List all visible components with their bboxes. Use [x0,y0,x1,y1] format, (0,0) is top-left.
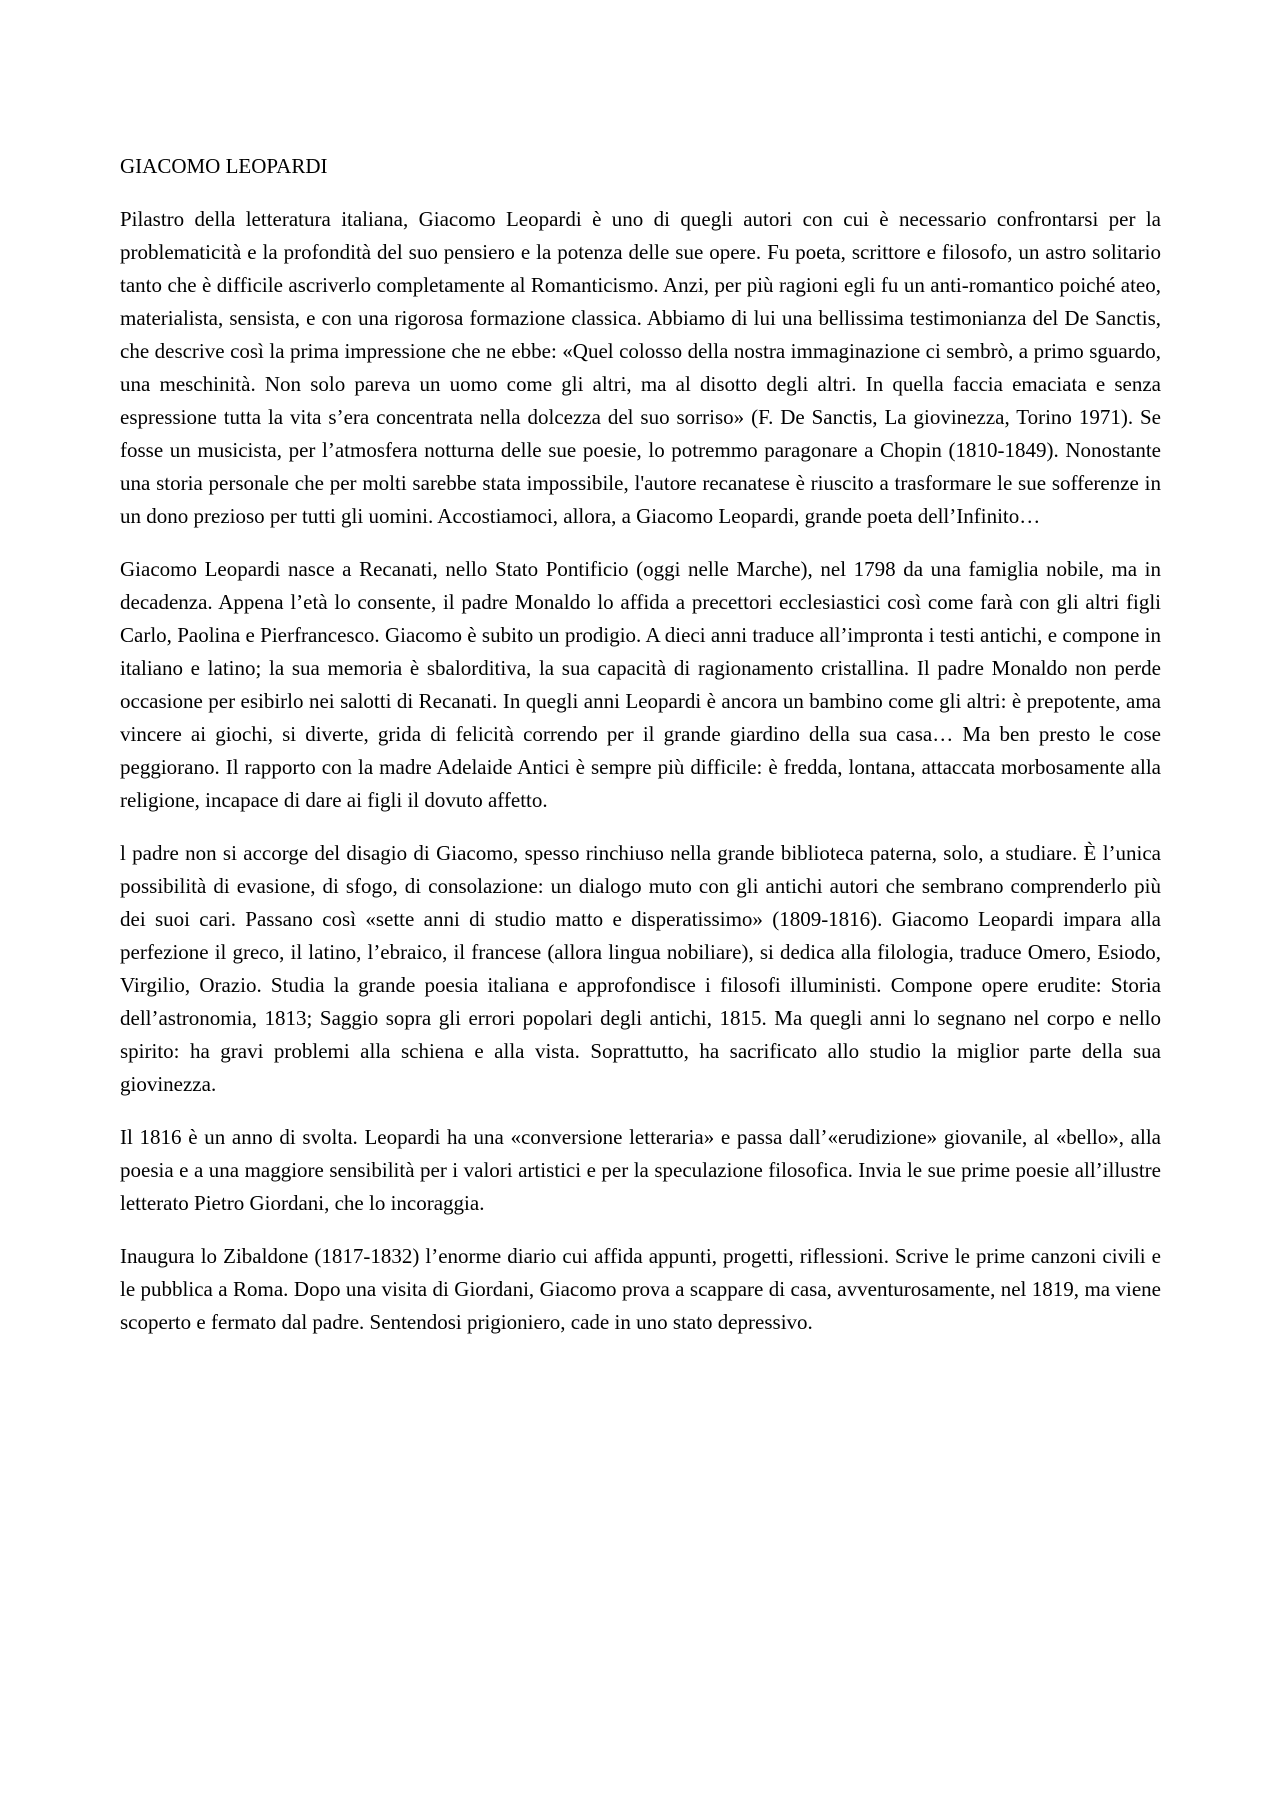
document-body [120,150,1161,1359]
paragraph-introduction: Pilastro della letteratura italiana, Giacomo Leopardi è uno di quegli autori con cui è necessario confrontarsi per la problematicità e la profondità del suo pensiero e la potenza delle sue opere. Fu poeta, scrittore e filosofo, un astro solitario tanto che è difficile ascriverlo completamente al Romanticismo. Anzi, per più ragioni egli fu un anti-romantico poiché ateo, materialista, sensista, e con una rigorosa formazione classica. Abbiamo di lui una bellissima testimonianza del De Sanctis, che descrive così la prima impressione che ne ebbe: «Quel colosso della nostra immaginazione ci sembrò, a primo sguardo, una meschinità. Non solo pareva un uomo come gli altri, ma al disotto degli altri. In quella faccia emaciata e senza espressione tutta la vita s’era concentrata nella dolcezza del suo sorriso» (F. De Sanctis, La giovinezza, Torino 1971). Se fosse un musicista, per l’atmosfera notturna delle sue poesie, lo potremmo paragonare a Chopin (1810-1849). Nonostante una storia personale che per molti sarebbe stata impossibile, l'autore recanatese è riuscito a trasformare le sue sofferenze in un dono prezioso per tutti gli uomini. Accostiamoci, allora, a Giacomo Leopardi, grande poeta dell’Infinito… [120,207,1161,528]
paragraph-turning-point: Il 1816 è un anno di svolta. Leopardi ha una «conversione letteraria» e passa dall’«erudizione» giovanile, al «bello», alla poesia e a una maggiore sensibilità per i valori artistici e per la speculazione filosofica. Invia le sue prime poesie all’illustre letterato Pietro Giordani, che lo incoraggia. [120,1125,1161,1215]
paragraph-zibaldone: Inaugura lo Zibaldone (1817-1832) l’enorme diario cui affida appunti, progetti, riflessioni. Scrive le prime canzoni civili e le pubblica a Roma. Dopo una visita di Giordani, Giacomo prova a scappare di casa, avventurosamente, nel 1819, ma viene scoperto e fermato dal padre. Sentendosi prigioniero, cade in uno stato depressivo. [120,1244,1161,1334]
paragraph-studies: l padre non si accorge del disagio di Giacomo, spesso rinchiuso nella grande biblioteca paterna, solo, a studiare. È l’unica possibilità di evasione, di sfogo, di consolazione: un dialogo muto con gli antichi autori che sembrano comprenderlo più dei suoi cari. Passano così «sette anni di studio matto e disperatissimo» (1809-1816). Giacomo Leopardi impara alla perfezione il greco, il latino, l’ebraico, il francese (allora lingua nobiliare), si dedica alla filologia, traduce Omero, Esiodo, Virgilio, Orazio. Studia la grande poesia italiana e approfondisce i filosofi illuministi. Compone opere erudite: Storia dell’astronomia, 1813; Saggio sopra gli errori popolari degli antichi, 1815. Ma quegli anni lo segnano nel corpo e nello spirito: ha gravi problemi alla schiena e alla vista. Soprattutto, ha sacrificato allo studio la miglior parte della sua giovinezza. [120,841,1161,1096]
document-title: GIACOMO LEOPARDI [120,154,328,178]
paragraph-early-life: Giacomo Leopardi nasce a Recanati, nello Stato Pontificio (oggi nelle Marche), nel 1798 da una famiglia nobile, ma in decadenza. Appena l’età lo consente, il padre Monaldo lo affida a precettori ecclesiastici così come farà con gli altri figli Carlo, Paolina e Pierfrancesco. Giacomo è subito un prodigio. A dieci anni traduce all’impronta i testi antichi, e compone in italiano e latino; la sua memoria è sbalorditiva, la sua capacità di ragionamento cristallina. Il padre Monaldo non perde occasione per esibirlo nei salotti di Recanati. In quegli anni Leopardi è ancora un bambino come gli altri: è prepotente, ama vincere ai giochi, si diverte, grida di felicità correndo per il grande giardino della sua casa… Ma ben presto le cose peggiorano. Il rapporto con la madre Adelaide Antici è sempre più difficile: è fredda, lontana, attaccata morbosamente alla religione, incapace di dare ai figli il dovuto affetto. [120,557,1161,812]
